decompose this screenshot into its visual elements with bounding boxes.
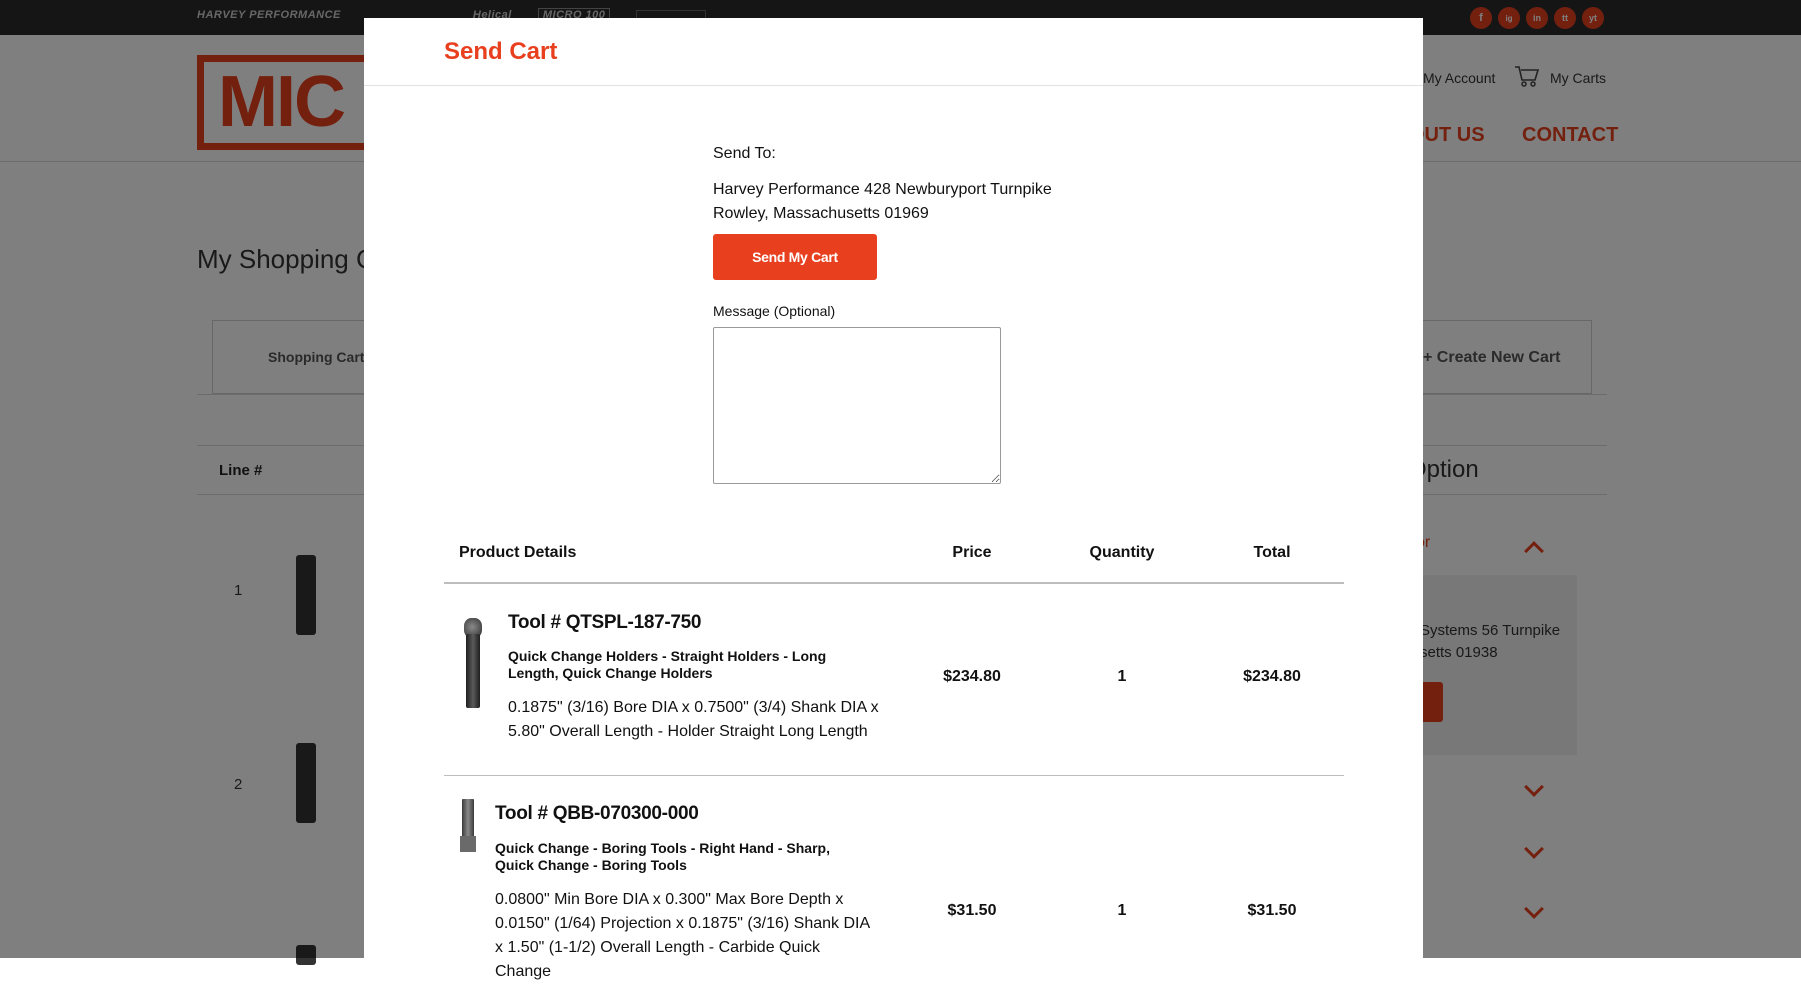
product-thumbnail[interactable]	[444, 776, 484, 866]
tool-description: 0.1875" (3/16) Bore DIA x 0.7500" (3/4) Shank DIA x 5.80" Overall Length - Holder Straight Long Length	[508, 699, 879, 740]
table-row	[444, 776, 1344, 1006]
item-total: $31.50	[1247, 902, 1297, 919]
holder-body-shape	[466, 634, 480, 708]
item-quantity: 1	[1117, 668, 1127, 685]
table-row	[444, 584, 1344, 776]
item-price: $31.50	[947, 902, 997, 919]
boring-bar-base-shape	[460, 836, 476, 852]
modal-header	[364, 18, 1423, 86]
tool-number[interactable]: Tool # QBB-070300-000	[495, 803, 699, 824]
quantity-header: Quantity	[1089, 544, 1155, 561]
total-header: Total	[1253, 544, 1291, 561]
address-line-2: Rowley, Massachusetts 01969	[713, 205, 929, 222]
send-cart-modal	[364, 18, 1423, 980]
tool-description: 0.0800" Min Bore DIA x 0.300" Max Bore Depth x 0.0150" (1/64) Projection x 0.1875" (3/16) Shank DIA x 1.50" (1-1/2) Overall Length - Carbide Quick Change	[495, 891, 870, 980]
tool-number[interactable]: Tool # QTSPL-187-750	[508, 612, 702, 633]
item-quantity: 1	[1117, 902, 1127, 919]
send-my-cart-button[interactable]: Send My Cart	[713, 234, 877, 280]
send-to-address	[713, 178, 1052, 226]
product-thumbnail[interactable]	[456, 610, 490, 720]
item-total: $234.80	[1243, 668, 1301, 685]
product-details-header: Product Details	[459, 544, 577, 561]
item-price: $234.80	[943, 668, 1001, 685]
message-textarea[interactable]	[713, 327, 1001, 484]
message-label: Message (Optional)	[713, 303, 836, 319]
address-line-1: Harvey Performance 428 Newburyport Turnpike	[713, 181, 1052, 198]
product-table-header	[444, 518, 1344, 584]
price-header: Price	[952, 544, 992, 561]
tool-category: Quick Change Holders - Straight Holders - Long Length, Quick Change Holders	[508, 648, 827, 681]
modal-title: Send Cart	[444, 38, 558, 65]
tool-category: Quick Change - Boring Tools - Right Hand - Sharp, Quick Change - Boring Tools	[495, 840, 830, 873]
send-to-label: Send To:	[713, 145, 776, 162]
